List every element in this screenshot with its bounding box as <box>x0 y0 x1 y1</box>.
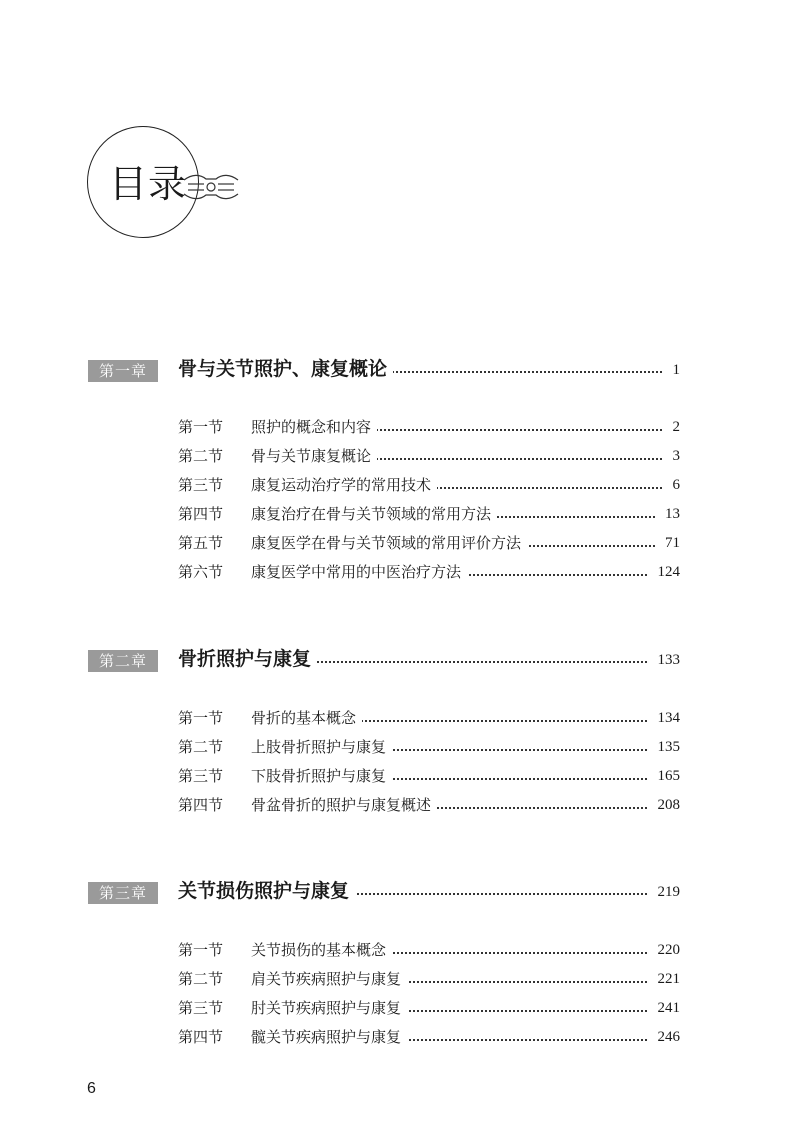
section-number: 第五节 <box>178 534 224 552</box>
section-number: 第二节 <box>178 970 224 988</box>
section-number: 第一节 <box>178 709 224 727</box>
page-number: 1 <box>672 362 680 378</box>
page-number: 133 <box>657 652 680 668</box>
section-row[interactable] <box>0 736 800 760</box>
chapter-tag: 第二章 <box>88 650 158 672</box>
page-number: 71 <box>665 535 680 551</box>
section-title: 关节损伤的基本概念 <box>251 939 392 961</box>
section-title: 肩关节疾病照护与康复 <box>251 968 407 990</box>
section-title: 下肢骨折照护与康复 <box>251 765 392 787</box>
chapter-title: 骨与关节照护、康复概论 <box>178 356 393 382</box>
section-row[interactable] <box>0 939 800 963</box>
section-row[interactable] <box>0 532 800 556</box>
page-number: 246 <box>657 1029 680 1045</box>
section-number: 第三节 <box>178 999 224 1017</box>
page-title: 目录 <box>109 162 188 206</box>
page-number: 165 <box>657 768 680 784</box>
section-number: 第一节 <box>178 941 224 959</box>
chapter-title: 关节损伤照护与康复 <box>178 878 355 904</box>
section-row[interactable] <box>0 561 800 585</box>
page-number: 3 <box>672 448 680 464</box>
section-row[interactable] <box>0 707 800 731</box>
section-row[interactable] <box>0 445 800 469</box>
section-number: 第四节 <box>178 796 224 814</box>
section-row[interactable] <box>0 968 800 992</box>
section-row[interactable] <box>0 997 800 1021</box>
section-row[interactable] <box>0 474 800 498</box>
section-title: 康复医学中常用的中医治疗方法 <box>251 561 467 583</box>
page-number: 135 <box>657 739 680 755</box>
section-title: 骨折的基本概念 <box>251 707 362 729</box>
page-number: 220 <box>657 942 680 958</box>
section-number: 第二节 <box>178 738 224 756</box>
chapter-tag: 第三章 <box>88 882 158 904</box>
section-number: 第三节 <box>178 476 224 494</box>
chapter-tag: 第一章 <box>88 360 158 382</box>
page-number: 134 <box>657 710 680 726</box>
chapter-row[interactable] <box>0 650 800 676</box>
page-number: 124 <box>657 564 680 580</box>
section-row[interactable] <box>0 794 800 818</box>
section-number: 第三节 <box>178 767 224 785</box>
chapter-row[interactable] <box>0 882 800 908</box>
section-title: 照护的概念和内容 <box>251 416 377 438</box>
chapter-title: 骨折照护与康复 <box>178 646 317 672</box>
section-title: 髋关节疾病照护与康复 <box>251 1026 407 1048</box>
section-title: 康复运动治疗学的常用技术 <box>251 474 437 496</box>
section-number: 第四节 <box>178 1028 224 1046</box>
page-number: 221 <box>657 971 680 987</box>
page-number: 13 <box>665 506 680 522</box>
section-row[interactable] <box>0 503 800 527</box>
section-title: 康复治疗在骨与关节领域的常用方法 <box>251 503 497 525</box>
bone-ornament-icon <box>182 170 240 204</box>
page-number: 208 <box>657 797 680 813</box>
chapter-row[interactable] <box>0 360 800 386</box>
page-number: 219 <box>657 884 680 900</box>
section-title: 上肢骨折照护与康复 <box>251 736 392 758</box>
section-title: 康复医学在骨与关节领域的常用评价方法 <box>251 532 527 554</box>
section-title: 肘关节疾病照护与康复 <box>251 997 407 1019</box>
section-row[interactable] <box>0 416 800 440</box>
section-row[interactable] <box>0 765 800 789</box>
section-number: 第二节 <box>178 447 224 465</box>
page-number: 241 <box>657 1000 680 1016</box>
page-number: 6 <box>672 477 680 493</box>
page-number: 2 <box>672 419 680 435</box>
section-title: 骨与关节康复概论 <box>251 445 377 467</box>
section-row[interactable] <box>0 1026 800 1050</box>
section-number: 第六节 <box>178 563 224 581</box>
section-number: 第一节 <box>178 418 224 436</box>
page-folio: 6 <box>87 1080 96 1097</box>
section-number: 第四节 <box>178 505 224 523</box>
section-title: 骨盆骨折的照护与康复概述 <box>251 794 437 816</box>
